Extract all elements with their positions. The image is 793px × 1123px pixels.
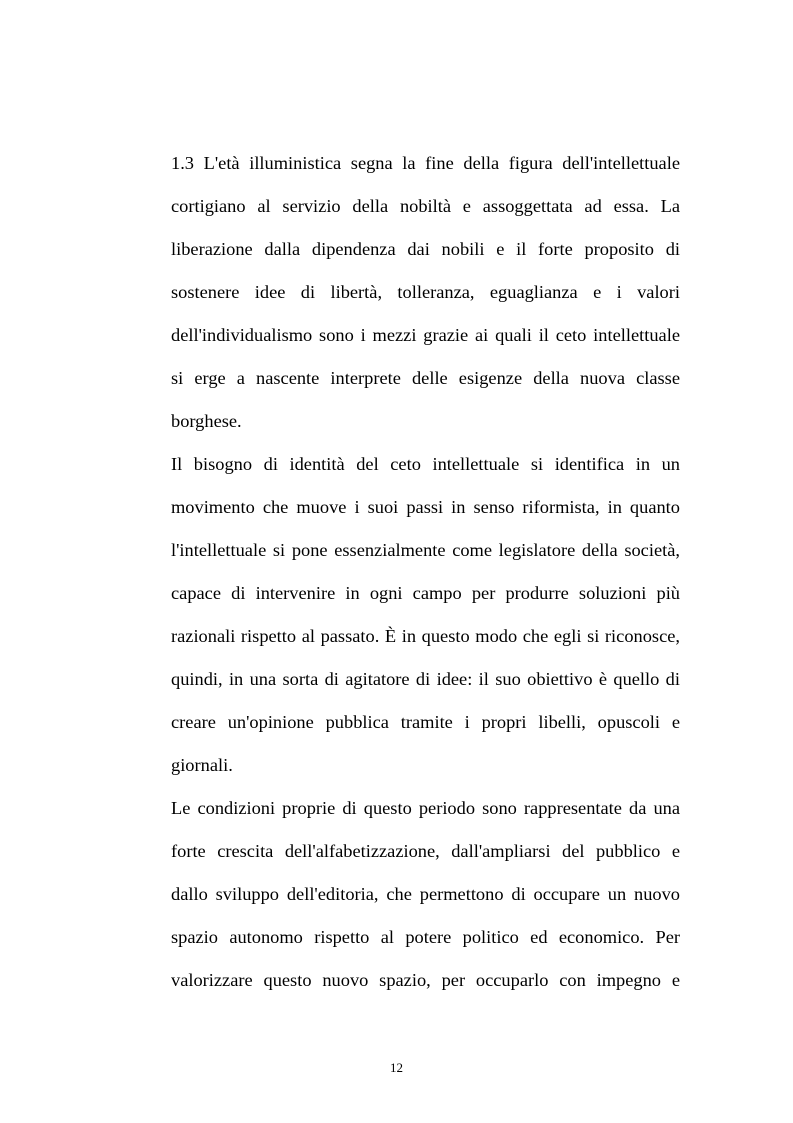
text-line: valorizzare questo nuovo spazio, per occuparlo con impegno e bbox=[171, 970, 680, 990]
text-line: capace di intervenire in ogni campo per produrre soluzioni più bbox=[171, 583, 680, 603]
text-line: Le condizioni proprie di questo periodo sono rappresentate da una bbox=[171, 798, 680, 818]
text-line: Il bisogno di identità del ceto intellettuale si identifica in un bbox=[171, 454, 680, 474]
text-line: liberazione dalla dipendenza dai nobili e il forte proposito di bbox=[171, 239, 680, 259]
text-line: giornali. bbox=[171, 755, 233, 775]
text-line: movimento che muove i suoi passi in senso riformista, in quanto bbox=[171, 497, 680, 517]
text-line: quindi, in una sorta di agitatore di idee: il suo obiettivo è quello di bbox=[171, 669, 680, 689]
text-line: borghese. bbox=[171, 411, 242, 431]
text-line: creare un'opinione pubblica tramite i propri libelli, opuscoli e bbox=[171, 712, 680, 732]
page-number: 12 bbox=[390, 1060, 403, 1075]
text-line: 1.3 L'età illuministica segna la fine della figura dell'intellettuale bbox=[171, 153, 680, 173]
text-line: spazio autonomo rispetto al potere politico ed economico. Per bbox=[171, 927, 680, 947]
text-line: sostenere idee di libertà, tolleranza, eguaglianza e i valori bbox=[171, 282, 680, 302]
text-line: l'intellettuale si pone essenzialmente come legislatore della società, bbox=[171, 540, 680, 560]
text-line: razionali rispetto al passato. È in questo modo che egli si riconosce, bbox=[171, 626, 680, 646]
text-line: forte crescita dell'alfabetizzazione, dall'ampliarsi del pubblico e bbox=[171, 841, 680, 861]
text-line: si erge a nascente interprete delle esigenze della nuova classe bbox=[171, 368, 680, 388]
text-line: cortigiano al servizio della nobiltà e assoggettata ad essa. La bbox=[171, 196, 680, 216]
text-line: dallo sviluppo dell'editoria, che permettono di occupare un nuovo bbox=[171, 884, 680, 904]
text-line: dell'individualismo sono i mezzi grazie ai quali il ceto intellettuale bbox=[171, 325, 680, 345]
